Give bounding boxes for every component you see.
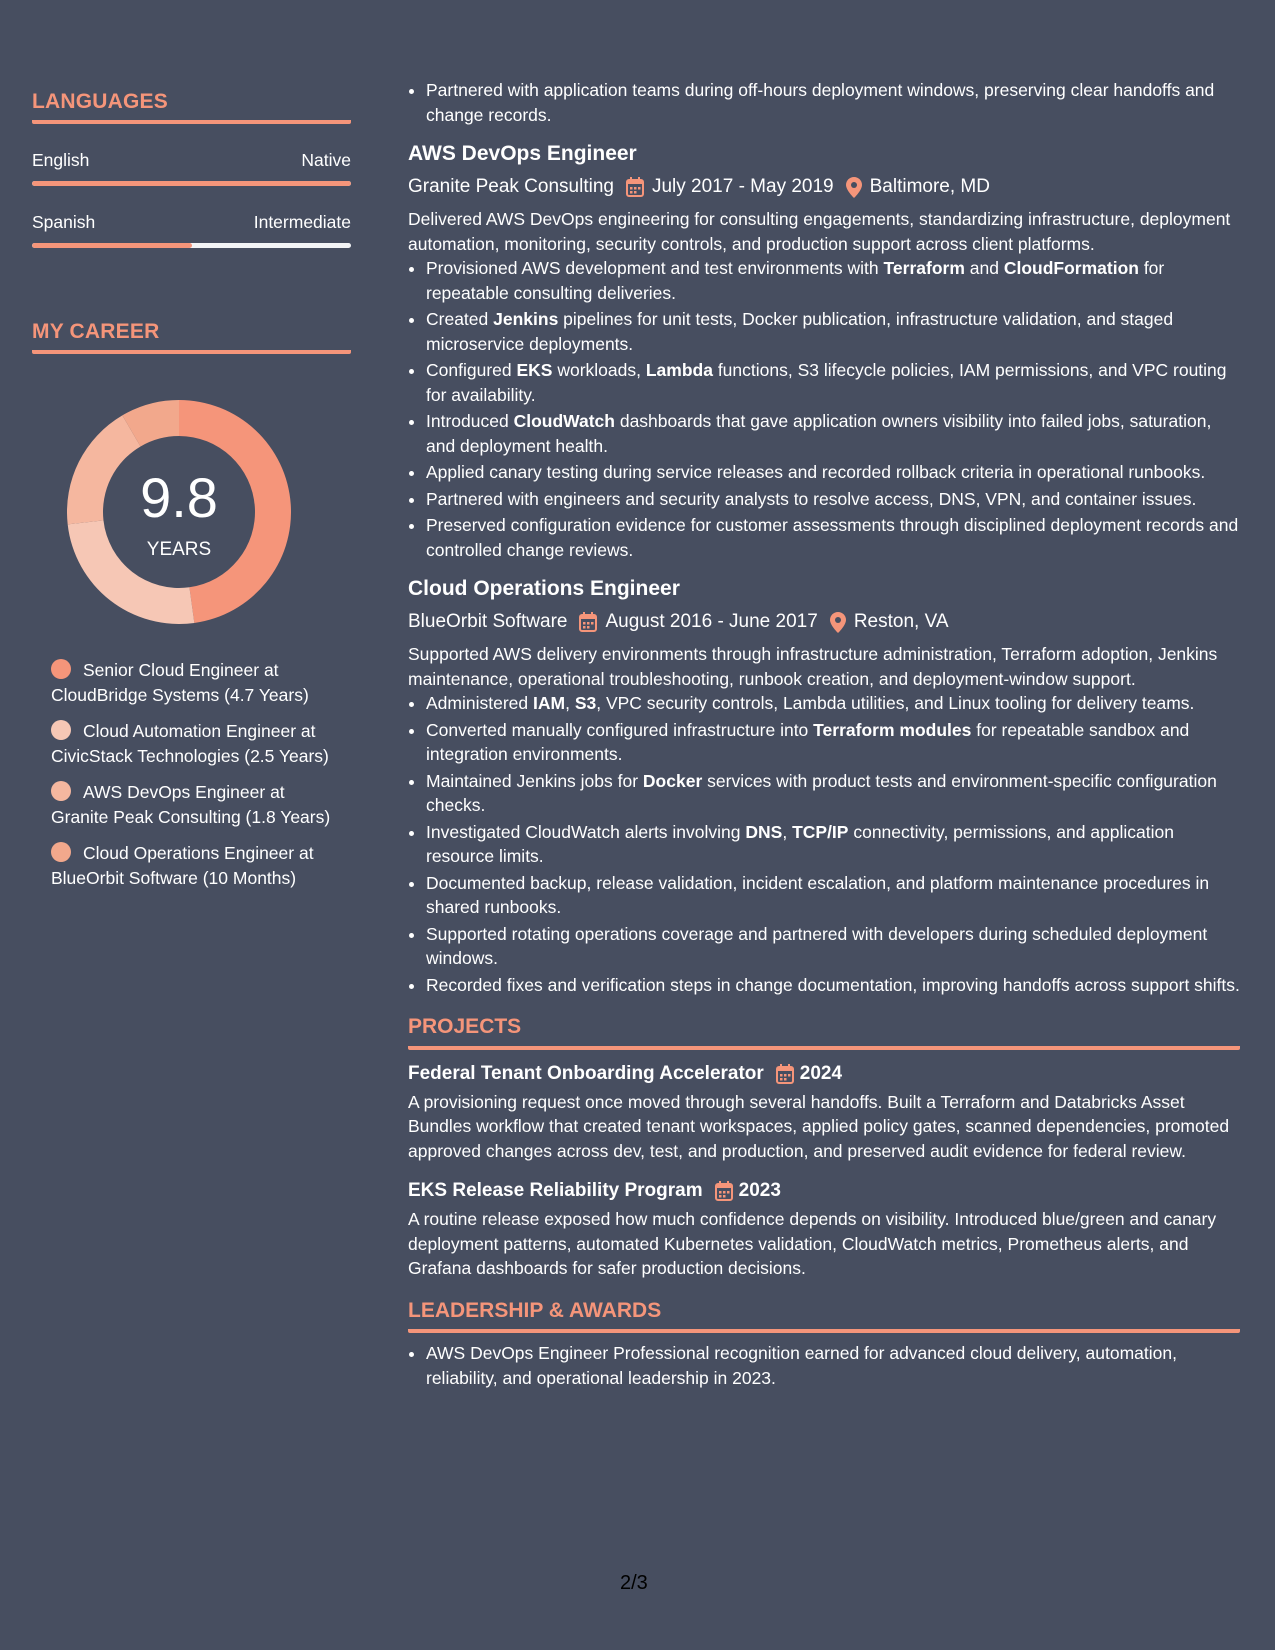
bullet-text: Supported rotating operations coverage and partnered with developers during scheduled deployment windows.: [426, 923, 1208, 968]
bullet-keyword: Jenkins: [493, 309, 559, 329]
bullet-text: Documented backup, release validation, incident escalation, and platform maintenance procedures in shared runbooks.: [426, 872, 1210, 917]
career-legend: [51, 658, 336, 890]
language-bar: [32, 181, 351, 186]
career-legend-label: Cloud Operations Engineer at BlueOrbit Software (10 Months): [51, 843, 314, 888]
job-meta: [408, 608, 1240, 636]
bullet-item: [426, 513, 1240, 562]
bullet-keyword: Terraform: [883, 258, 965, 278]
bullet-item: [426, 487, 1240, 512]
career-legend-label: Senior Cloud Engineer at CloudBridge Systems (4.7 Years): [51, 660, 309, 705]
job-description: Supported AWS delivery environments through infrastructure administration, Terraform adoption, Jenkins maintenance, operational troubleshooting, runbook creation, and deployment-window support.: [408, 644, 1218, 689]
bullet-item: [426, 256, 1240, 305]
company-name: Granite Peak Consulting: [408, 176, 614, 197]
project-name: EKS Release Reliability Program: [408, 1180, 703, 1201]
page-number: 2/3: [620, 1572, 648, 1594]
job-location: Reston, VA: [853, 611, 949, 632]
language-bar-fill: [32, 181, 351, 186]
legend-dot-icon: [51, 781, 71, 801]
bullet-text: workloads,: [552, 360, 646, 380]
bullet-text: connectivity, permissions, and application resource limits.: [426, 821, 1175, 866]
bullet-text: for repeatable sandbox and integration environments.: [426, 719, 1190, 764]
bullet-keyword: Lambda: [645, 360, 713, 380]
calendar-icon: [776, 1064, 794, 1084]
job-meta: [408, 173, 1240, 201]
bullet-text: Administered: [426, 693, 533, 713]
career-legend-item: [51, 719, 336, 768]
project-description: A routine release exposed how much confidence depends on visibility. Introduced blue/green and canary deployment patterns, automated Kubernetes validation, CloudWatch metrics, Prometheus alerts, and Grafana dashboards for safer production decisions.: [408, 1209, 1217, 1278]
bullet-item: [426, 769, 1240, 818]
bullet-text: Configured: [426, 360, 517, 380]
bullet-text: functions, S3 lifecycle policies, IAM permissions, and VPC routing for availability.: [426, 360, 1227, 405]
languages-heading: LANGUAGES: [32, 90, 351, 124]
language-row: [32, 212, 351, 233]
bullet-keyword: Terraform modules: [813, 719, 972, 740]
bullet-text: Partnered with engineers and security analysts to resolve access, DNS, VPN, and container issues.: [426, 488, 1197, 509]
bullet-item: [426, 922, 1240, 971]
job-bullets: [408, 691, 1240, 997]
career-heading: MY CAREER: [32, 320, 351, 354]
bullet-text: pipelines for unit tests, Docker publication, infrastructure validation, and staged microservice deployments.: [426, 309, 1174, 354]
bullet-text: Created: [426, 309, 494, 329]
project-year: 2024: [799, 1062, 843, 1084]
bullet-keyword: CloudFormation: [1003, 258, 1139, 278]
job-location: Baltimore, MD: [869, 176, 990, 197]
experience-list: [408, 139, 1240, 997]
project-title: [408, 1060, 1240, 1088]
location-pin-icon: [830, 612, 846, 633]
bullet-item: • Partnered with application teams during off-hours deployment windows, preserving clear handoffs and change records.: [426, 78, 1240, 127]
bullet-text: ,: [565, 693, 575, 713]
bullet-keyword: S3: [574, 693, 597, 713]
language-name: English: [32, 150, 90, 170]
bullet-text: Provisioned AWS development and test environments with: [426, 258, 884, 278]
bullet-item: [426, 973, 1240, 998]
job-title: Cloud Operations Engineer: [408, 577, 680, 600]
career-total-years: 9.8: [140, 466, 218, 529]
job-dates: July 2017 - May 2019: [651, 176, 834, 197]
location-pin-icon: [846, 177, 862, 198]
bullet-text: for repeatable consulting deliveries.: [426, 258, 1165, 303]
job-bullets: [408, 256, 1240, 562]
calendar-icon: [579, 612, 597, 632]
project-description: A provisioning request once moved through several handoffs. Built a Terraform and Databricks Asset Bundles workflow that created tenant workspaces, applied policy gates, scanned dependencies, promoted approved changes across dev, test, and production, and preserved audit evidence for federal review.: [408, 1091, 1230, 1161]
bullet-text: dashboards that gave application owners visibility into failed jobs, saturation, and deployment health.: [426, 411, 1212, 456]
career-legend-item: [51, 658, 336, 707]
bullet-item: [426, 820, 1240, 869]
career-donut-chart: [67, 400, 291, 624]
prev-job-bullets: [408, 78, 1240, 127]
job-dates: August 2016 - June 2017: [605, 611, 818, 632]
bullet-text: Introduced: [426, 411, 514, 431]
main-content: [408, 78, 1240, 1392]
legend-dot-icon: [51, 842, 71, 862]
bullet-keyword: DNS: [745, 821, 783, 842]
sidebar: [32, 90, 351, 902]
career-legend-item: [51, 841, 336, 890]
bullet-item: [426, 691, 1240, 716]
job-entry: [408, 574, 1240, 997]
bullet-item: [426, 358, 1240, 407]
awards-heading: LEADERSHIP & AWARDS: [408, 1299, 1240, 1334]
company-name: BlueOrbit Software: [408, 611, 568, 632]
bullet-item: [426, 307, 1240, 356]
projects-heading: PROJECTS: [408, 1015, 1240, 1050]
project-title: [408, 1177, 1240, 1205]
bullet-text: Recorded fixes and verification steps in change documentation, improving handoffs across support shifts.: [426, 974, 1240, 995]
job-description: Delivered AWS DevOps engineering for consulting engagements, standardizing infrastructure, deployment automation, monitoring, security controls, and production support across client platforms.: [408, 209, 1231, 254]
job-entry: [408, 139, 1240, 562]
career-legend-label: AWS DevOps Engineer at Granite Peak Consulting (1.8 Years): [51, 782, 331, 827]
legend-dot-icon: [51, 720, 71, 740]
bullet-keyword: EKS: [516, 360, 553, 380]
language-bar-fill: [32, 243, 192, 248]
bullet-keyword: IAM: [533, 693, 566, 713]
project-name: Federal Tenant Onboarding Accelerator: [408, 1062, 764, 1084]
bullet-text: Preserved configuration evidence for customer assessments through disciplined deployment records and controlled change reviews.: [426, 515, 1239, 560]
bullet-keyword: CloudWatch: [513, 411, 615, 431]
bullet-text: Maintained Jenkins jobs for: [426, 770, 643, 791]
career-total-unit: YEARS: [146, 539, 212, 560]
career-legend-item: [51, 780, 336, 829]
languages-list: [32, 150, 351, 248]
calendar-icon: [626, 177, 644, 197]
language-row: [32, 150, 351, 171]
language-name: Spanish: [32, 212, 96, 232]
bullet-text: and: [964, 258, 1004, 278]
bullet-text: services with product tests and environment-specific configuration checks.: [426, 770, 1217, 815]
career-legend-label: Cloud Automation Engineer at CivicStack Technologies (2.5 Years): [51, 721, 329, 766]
language-level: Native: [301, 150, 351, 170]
awards-list: [408, 1341, 1240, 1390]
bullet-item: [426, 460, 1240, 485]
project-year: 2023: [738, 1180, 781, 1201]
projects-list: [408, 1060, 1240, 1281]
bullet-text: Applied canary testing during service releases and recorded rollback criteria in operational runbooks.: [426, 462, 1206, 482]
bullet-keyword: TCP/IP: [792, 821, 849, 842]
calendar-icon: [715, 1181, 733, 1201]
bullet-item: [426, 871, 1240, 920]
language-level: Intermediate: [253, 212, 351, 232]
award-item: • AWS DevOps Engineer Professional recognition earned for advanced cloud delivery, automation, reliability, and operational leadership in 2023.: [426, 1341, 1240, 1390]
bullet-text: Investigated CloudWatch alerts involving: [426, 821, 746, 842]
job-title: AWS DevOps Engineer: [408, 142, 637, 165]
legend-dot-icon: [51, 659, 71, 679]
bullet-text: Converted manually configured infrastructure into: [426, 719, 814, 740]
language-bar: [32, 243, 351, 248]
bullet-item: [426, 409, 1240, 458]
bullet-keyword: Docker: [642, 770, 703, 791]
bullet-item: [426, 718, 1240, 767]
bullet-text: , VPC security controls, Lambda utilities, and Linux tooling for delivery teams.: [596, 693, 1195, 713]
bullet-text: ,: [782, 821, 793, 842]
